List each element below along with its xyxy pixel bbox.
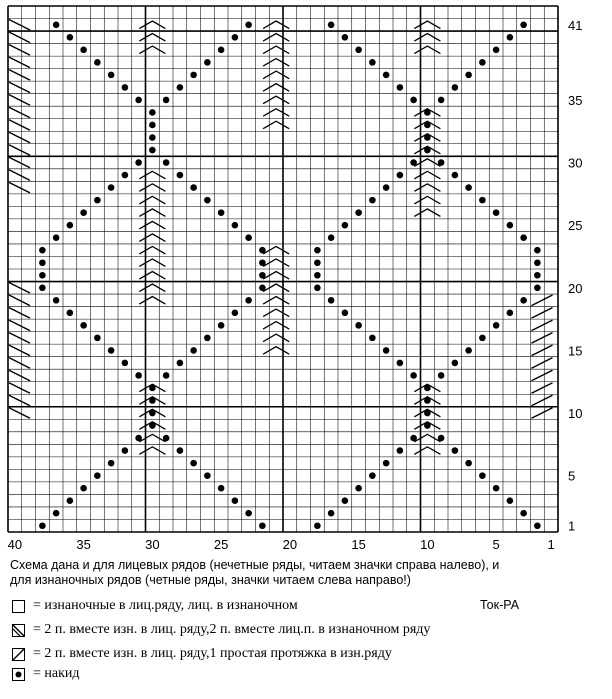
- yarn-over-mark: [452, 360, 459, 367]
- yarn-over-mark: [135, 159, 142, 166]
- column-axis-labels: [8, 537, 555, 552]
- edge-slash-mark: [9, 383, 30, 394]
- yarn-over-mark: [369, 472, 376, 479]
- cable-chevron-mark: [139, 297, 165, 305]
- cable-chevron-mark: [263, 334, 289, 342]
- cable-chevron-mark: [139, 209, 165, 217]
- cable-chevron-mark: [263, 246, 289, 254]
- yarn-over-mark: [190, 460, 197, 467]
- yarn-over-mark: [218, 209, 225, 216]
- yarn-over-mark: [149, 147, 156, 154]
- yarn-over-mark: [39, 522, 46, 529]
- yarn-over-mark: [342, 497, 349, 504]
- edge-slash-mark: [9, 45, 30, 56]
- cable-chevron-mark: [414, 171, 440, 179]
- yarn-over-mark: [479, 472, 486, 479]
- edge-slash-mark: [532, 395, 553, 406]
- edge-slash-mark: [9, 132, 30, 143]
- yarn-over-mark: [452, 172, 459, 179]
- yarn-over-mark: [232, 497, 239, 504]
- edge-slash-mark: [532, 333, 553, 344]
- yarn-over-mark: [328, 234, 335, 241]
- edge-slash-mark: [9, 32, 30, 43]
- row-label: 10: [568, 406, 583, 422]
- row-label: 20: [568, 280, 583, 296]
- yarn-over-mark: [122, 447, 129, 454]
- cable-chevron-mark: [414, 34, 440, 42]
- legend-yarn-over: [12, 665, 80, 683]
- cable-chevron-mark: [263, 297, 289, 305]
- edge-slash-mark: [532, 320, 553, 331]
- yarn-over-mark: [259, 522, 266, 529]
- yarn-over-mark: [94, 335, 101, 342]
- yarn-over-mark: [479, 335, 486, 342]
- yarn-over-mark: [232, 34, 239, 41]
- edge-slash-mark: [9, 320, 30, 331]
- row-label: 41: [568, 17, 583, 33]
- row-label: 15: [568, 343, 583, 359]
- cable-chevron-mark: [139, 434, 165, 442]
- yarn-over-mark: [204, 335, 211, 342]
- yarn-over-mark: [465, 347, 472, 354]
- edge-slash-mark: [9, 395, 30, 406]
- yarn-over-mark: [190, 184, 197, 191]
- yarn-over-mark: [204, 472, 211, 479]
- cable-chevron-mark: [263, 96, 289, 104]
- dot-square-icon: [12, 668, 25, 681]
- cable-chevron-mark: [263, 109, 289, 117]
- yarn-over-mark: [383, 460, 390, 467]
- yarn-over-mark: [39, 259, 46, 266]
- cable-chevron-mark: [263, 21, 289, 29]
- yarn-over-mark: [232, 222, 239, 229]
- cable-chevron-mark: [263, 59, 289, 67]
- yarn-over-mark: [328, 510, 335, 517]
- yarn-over-mark: [397, 172, 404, 179]
- yarn-over-mark: [94, 472, 101, 479]
- legend-slash: [12, 645, 392, 663]
- edge-slash-mark: [9, 20, 30, 31]
- backslash-square-icon: [12, 624, 25, 637]
- cable-chevron-mark: [139, 34, 165, 42]
- yarn-over-mark: [149, 109, 156, 116]
- yarn-over-mark: [108, 347, 115, 354]
- cable-chevron-mark: [263, 84, 289, 92]
- yarn-over-mark: [452, 447, 459, 454]
- yarn-over-mark: [94, 197, 101, 204]
- cable-chevron-mark: [139, 196, 165, 204]
- edge-slash-mark: [532, 345, 553, 356]
- yarn-over-mark: [520, 510, 527, 517]
- yarn-over-mark: [342, 222, 349, 229]
- yarn-over-mark: [314, 259, 321, 266]
- cable-chevron-mark: [139, 246, 165, 254]
- row-label: 35: [568, 92, 583, 108]
- yarn-over-mark: [438, 372, 445, 379]
- yarn-over-mark: [369, 59, 376, 66]
- cable-chevron-mark: [414, 21, 440, 29]
- yarn-over-mark: [177, 172, 184, 179]
- column-label: 10: [420, 537, 435, 552]
- edge-slash-mark: [9, 408, 30, 419]
- yarn-over-mark: [383, 347, 390, 354]
- yarn-over-mark: [383, 72, 390, 79]
- cable-chevron-mark: [139, 272, 165, 280]
- cable-chevron-mark: [263, 46, 289, 54]
- yarn-over-mark: [479, 197, 486, 204]
- edge-slash-mark: [532, 358, 553, 369]
- cable-chevron-mark: [139, 21, 165, 29]
- slash-square-icon: [12, 648, 25, 661]
- edge-slash-mark: [9, 70, 30, 81]
- yarn-over-mark: [190, 347, 197, 354]
- cable-chevron-mark: [414, 184, 440, 192]
- yarn-over-mark: [438, 97, 445, 104]
- yarn-over-mark: [383, 184, 390, 191]
- cable-chevron-mark: [263, 284, 289, 292]
- yarn-over-mark: [397, 84, 404, 91]
- edge-slash-mark: [532, 308, 553, 319]
- edge-slash-mark: [9, 120, 30, 131]
- cable-chevron-mark: [139, 184, 165, 192]
- edge-slash-mark: [9, 358, 30, 369]
- yarn-over-mark: [80, 47, 87, 54]
- edge-slash-mark: [9, 82, 30, 93]
- legend-backslash: [12, 621, 430, 639]
- yarn-over-mark: [67, 497, 74, 504]
- yarn-over-mark: [452, 84, 459, 91]
- column-label: 20: [282, 537, 298, 552]
- yarn-over-mark: [108, 460, 115, 467]
- yarn-over-mark: [507, 310, 514, 317]
- yarn-over-mark: [39, 247, 46, 254]
- yarn-over-mark: [355, 485, 362, 492]
- cable-chevron-mark: [139, 284, 165, 292]
- yarn-over-mark: [163, 97, 170, 104]
- yarn-over-mark: [218, 322, 225, 329]
- yarn-over-mark: [328, 21, 335, 28]
- cable-chevron-mark: [139, 447, 165, 455]
- yarn-over-mark: [520, 21, 527, 28]
- yarn-over-mark: [245, 21, 252, 28]
- yarn-over-mark: [163, 159, 170, 166]
- edge-slash-mark: [9, 170, 30, 181]
- yarn-over-mark: [177, 447, 184, 454]
- yarn-over-mark: [493, 322, 500, 329]
- edge-slash-mark: [9, 295, 30, 306]
- row-axis-labels: [568, 18, 582, 534]
- yarn-over-mark: [163, 372, 170, 379]
- yarn-over-mark: [534, 522, 541, 529]
- row-label: 25: [568, 218, 583, 234]
- column-label: 5: [492, 537, 500, 552]
- yarn-over-mark: [369, 335, 376, 342]
- edge-slash-mark: [9, 283, 30, 294]
- yarn-over-mark: [355, 322, 362, 329]
- edge-slash-mark: [9, 107, 30, 118]
- legend-text-purl: = изнаночные в лиц.ряду, лиц. в изнаночном: [33, 598, 298, 613]
- cable-chevron-mark: [263, 347, 289, 355]
- row-label: 1: [568, 518, 576, 534]
- yarn-over-mark: [80, 209, 87, 216]
- cable-chevron-mark: [414, 196, 440, 204]
- yarn-over-mark: [122, 172, 129, 179]
- cable-chevron-mark: [139, 259, 165, 267]
- yarn-over-mark: [465, 460, 472, 467]
- yarn-over-mark: [53, 234, 60, 241]
- yarn-over-mark: [493, 47, 500, 54]
- edge-slash-mark: [9, 95, 30, 106]
- yarn-over-mark: [39, 272, 46, 279]
- yarn-over-mark: [507, 222, 514, 229]
- column-label: 35: [76, 537, 91, 552]
- edge-slash-mark: [532, 370, 553, 381]
- yarn-over-mark: [67, 34, 74, 41]
- yarn-over-mark: [108, 184, 115, 191]
- yarn-over-mark: [314, 284, 321, 291]
- yarn-over-mark: [108, 72, 115, 79]
- yarn-over-mark: [342, 310, 349, 317]
- cable-chevron-mark: [263, 309, 289, 317]
- yarn-over-mark: [314, 247, 321, 254]
- yarn-over-mark: [520, 297, 527, 304]
- legend-text-yarn-over: = накид: [33, 666, 80, 681]
- column-label: 30: [145, 537, 160, 552]
- yarn-over-mark: [397, 447, 404, 454]
- yarn-over-mark: [314, 272, 321, 279]
- chart-caption-line1: Схема дана и для лицевых рядов (нечетные ряды, читаем значки справа налево), и: [10, 558, 500, 572]
- yarn-over-mark: [369, 197, 376, 204]
- yarn-over-mark: [410, 372, 417, 379]
- yarn-over-mark: [245, 510, 252, 517]
- yarn-over-mark: [342, 34, 349, 41]
- cable-chevron-mark: [263, 71, 289, 79]
- column-label: 25: [213, 537, 229, 552]
- yarn-over-mark: [190, 72, 197, 79]
- legend-text-backslash: = 2 п. вместе изн. в лиц. ряду,2 п. вместе лиц.п. в изнаночном ряду: [33, 622, 431, 637]
- yarn-over-mark: [493, 485, 500, 492]
- yarn-over-mark: [410, 97, 417, 104]
- yarn-over-mark: [67, 310, 74, 317]
- yarn-over-mark: [135, 372, 142, 379]
- edge-slash-mark: [9, 308, 30, 319]
- author-signature: Ток-РА: [480, 598, 520, 612]
- yarn-over-mark: [204, 197, 211, 204]
- yarn-over-mark: [355, 209, 362, 216]
- yarn-over-mark: [218, 485, 225, 492]
- cable-chevron-mark: [414, 209, 440, 217]
- cable-chevron-mark: [414, 434, 440, 442]
- cable-chevron-mark: [414, 159, 440, 167]
- edge-slash-mark: [532, 408, 553, 419]
- yarn-over-mark: [534, 272, 541, 279]
- yarn-over-mark: [232, 310, 239, 317]
- yarn-over-mark: [245, 297, 252, 304]
- yarn-over-mark: [245, 234, 252, 241]
- empty-square-icon: [12, 600, 25, 613]
- yarn-over-mark: [149, 122, 156, 129]
- cable-chevron-mark: [263, 34, 289, 42]
- yarn-over-mark: [135, 97, 142, 104]
- yarn-over-mark: [94, 59, 101, 66]
- cable-chevron-mark: [263, 322, 289, 330]
- row-label: 30: [568, 155, 583, 171]
- yarn-over-mark: [328, 297, 335, 304]
- column-label: 15: [351, 537, 366, 552]
- yarn-over-mark: [149, 134, 156, 141]
- yarn-over-mark: [177, 360, 184, 367]
- edge-slash-mark: [9, 182, 30, 193]
- yarn-over-mark: [507, 34, 514, 41]
- yarn-over-mark: [218, 47, 225, 54]
- yarn-over-mark: [465, 184, 472, 191]
- yarn-over-mark: [177, 84, 184, 91]
- edge-slash-mark: [9, 345, 30, 356]
- edge-slash-mark: [9, 57, 30, 68]
- cable-chevron-mark: [139, 46, 165, 54]
- yarn-over-mark: [80, 485, 87, 492]
- yarn-over-mark: [520, 234, 527, 241]
- edge-slash-mark: [532, 383, 553, 394]
- edge-slash-mark: [9, 157, 30, 168]
- cable-chevron-mark: [139, 171, 165, 179]
- yarn-over-mark: [204, 59, 211, 66]
- yarn-over-mark: [122, 360, 129, 367]
- yarn-over-mark: [355, 47, 362, 54]
- cable-chevron-mark: [139, 221, 165, 229]
- cable-chevron-mark: [263, 272, 289, 280]
- yarn-over-mark: [534, 259, 541, 266]
- cable-chevron-mark: [263, 121, 289, 129]
- yarn-over-mark: [67, 222, 74, 229]
- legend-text-slash: = 2 п. вместе изн. в лиц. ряду,1 простая протяжка в изн.ряду: [33, 646, 392, 661]
- yarn-over-mark: [493, 209, 500, 216]
- yarn-over-mark: [39, 284, 46, 291]
- legend-purl-square: [12, 597, 298, 615]
- yarn-over-mark: [479, 59, 486, 66]
- yarn-over-mark: [53, 21, 60, 28]
- column-label: 1: [547, 537, 555, 552]
- cable-chevron-mark: [414, 447, 440, 455]
- yarn-over-mark: [507, 497, 514, 504]
- yarn-over-mark: [534, 247, 541, 254]
- edge-slash-mark: [532, 295, 553, 306]
- yarn-over-mark: [53, 510, 60, 517]
- cable-chevron-mark: [414, 46, 440, 54]
- yarn-over-mark: [465, 72, 472, 79]
- column-label: 40: [7, 537, 23, 552]
- edge-slash-mark: [9, 145, 30, 156]
- cable-chevron-mark: [139, 234, 165, 242]
- yarn-over-mark: [80, 322, 87, 329]
- yarn-over-mark: [397, 360, 404, 367]
- chart-caption-line2: для изнаночных рядов (четные ряды, значки читаем слева направо!): [10, 573, 411, 587]
- row-label: 5: [568, 468, 576, 484]
- yarn-over-mark: [53, 297, 60, 304]
- chart-grid: [8, 6, 558, 532]
- edge-slash-mark: [9, 333, 30, 344]
- yarn-over-mark: [122, 84, 129, 91]
- yarn-over-mark: [534, 284, 541, 291]
- yarn-over-mark: [314, 522, 321, 529]
- edge-slash-mark: [9, 370, 30, 381]
- cable-chevron-mark: [263, 259, 289, 267]
